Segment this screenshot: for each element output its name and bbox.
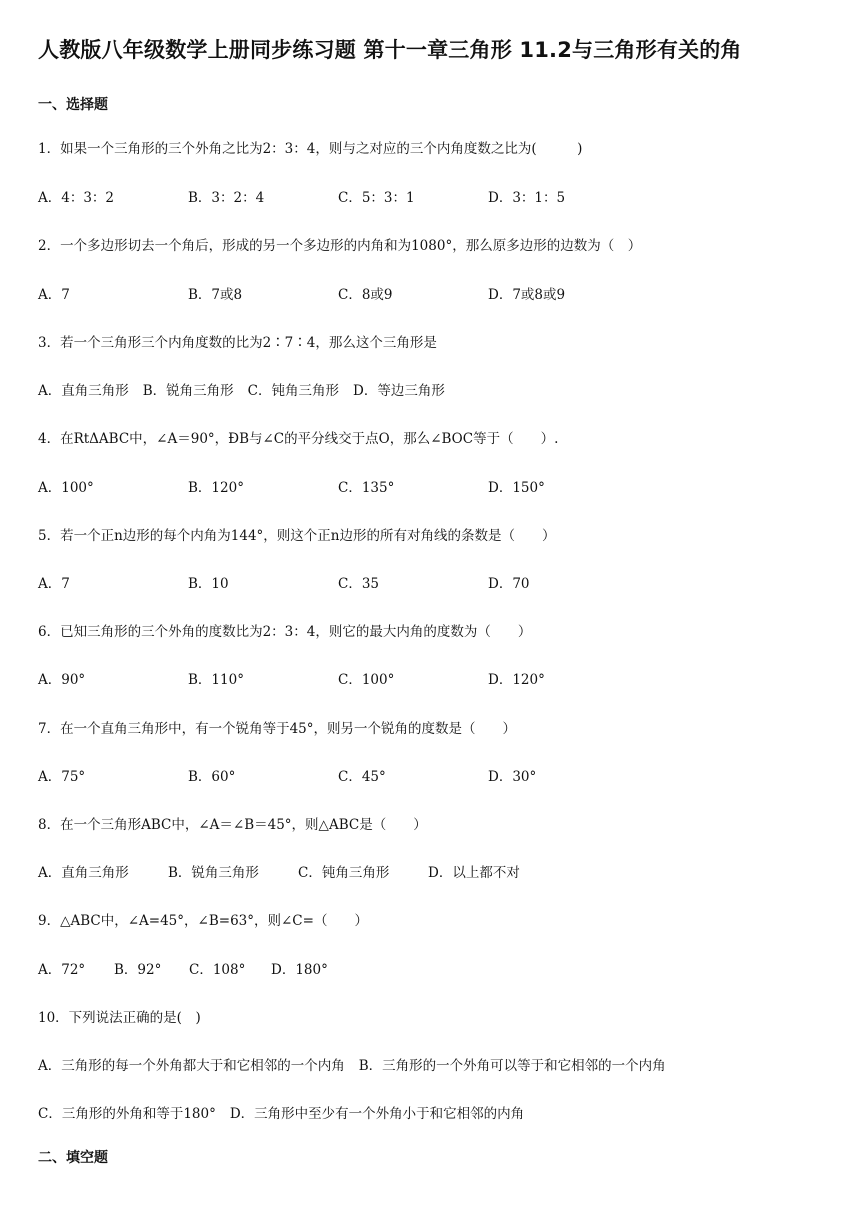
option-b: B．3：2：4 bbox=[188, 190, 265, 206]
option-a: A．直角三角形 bbox=[38, 865, 129, 881]
option-c: C．5：3：1 bbox=[338, 190, 415, 206]
question-1-options bbox=[38, 186, 838, 206]
question-10-options-row-2 bbox=[38, 1102, 838, 1122]
option-a: A．4：3：2 bbox=[38, 190, 115, 206]
option-a: A．75° bbox=[38, 769, 86, 785]
question-8-stem: 8．在一个三角形ABC中，∠A＝∠B＝45°，则△ABC是（ ） bbox=[38, 817, 427, 833]
option-b: B．120° bbox=[188, 480, 244, 496]
question-4-options bbox=[38, 476, 838, 496]
option-d: D．150° bbox=[488, 480, 545, 496]
option-a: A．100° bbox=[38, 480, 94, 496]
question-5-stem: 5．若一个正n边形的每个内角为144°，则这个正n边形的所有对角线的条数是（ ） bbox=[38, 528, 556, 544]
question-8-options bbox=[38, 861, 838, 881]
option-a: A．7 bbox=[38, 576, 70, 592]
option-b: B．三角形的一个外角可以等于和它相邻的一个内角 bbox=[358, 1058, 666, 1074]
option-a: A．72° bbox=[38, 962, 86, 978]
option-b: B．60° bbox=[188, 769, 236, 785]
option-d: D．120° bbox=[488, 672, 545, 688]
option-a: A．7 bbox=[38, 287, 70, 303]
option-d: D．30° bbox=[488, 769, 537, 785]
option-c: C．45° bbox=[338, 769, 386, 785]
option-c: C．钝角三角形 bbox=[247, 383, 340, 399]
option-d: D．以上都不对 bbox=[428, 865, 520, 881]
question-2-stem: 2．一个多边形切去一个角后，形成的另一个多边形的内角和为1080°，那么原多边形的边数为（ ） bbox=[38, 238, 642, 254]
option-a: A．三角形的每一个外角都大于和它相邻的一个内角 bbox=[38, 1058, 345, 1074]
question-6-stem: 6．已知三角形的三个外角的度数比为2：3：4，则它的最大内角的度数为（ ） bbox=[38, 624, 532, 640]
option-b: B．10 bbox=[188, 576, 229, 592]
section-heading-fill-in: 二、填空题 bbox=[38, 1150, 108, 1166]
option-c: C．100° bbox=[338, 672, 395, 688]
option-d: D．70 bbox=[488, 576, 530, 592]
question-5-options bbox=[38, 572, 838, 592]
option-d: D．等边三角形 bbox=[353, 383, 445, 399]
question-7-options bbox=[38, 765, 838, 785]
question-7-stem: 7．在一个直角三角形中，有一个锐角等于45°，则另一个锐角的度数是（ ） bbox=[38, 721, 517, 737]
question-1-stem: 1．如果一个三角形的三个外角之比为2：3：4，则与之对应的三个内角度数之比为( ) bbox=[38, 141, 583, 157]
option-b: B．7或8 bbox=[188, 287, 243, 303]
option-d: D．7或8或9 bbox=[488, 287, 566, 303]
question-9-options bbox=[38, 958, 838, 978]
question-3-options bbox=[38, 379, 838, 399]
question-2-options bbox=[38, 283, 838, 303]
page-title: 人教版八年级数学上册同步练习题 第十一章三角形 11.2与三角形有关的角 bbox=[38, 38, 742, 62]
question-3-stem: 3．若一个三角形三个内角度数的比为2∶7∶4，那么这个三角形是 bbox=[38, 335, 437, 351]
option-b: B．92° bbox=[114, 962, 162, 978]
question-10-stem: 10．下列说法正确的是( ) bbox=[38, 1010, 201, 1026]
question-6-options bbox=[38, 668, 838, 688]
option-c: C．35 bbox=[338, 576, 380, 592]
question-10-options-row-1 bbox=[38, 1054, 838, 1074]
option-a: A．90° bbox=[38, 672, 86, 688]
option-b: B．锐角三角形 bbox=[168, 865, 259, 881]
option-a: A．直角三角形 bbox=[38, 383, 129, 399]
option-d: D．三角形中至少有一个外角小于和它相邻的内角 bbox=[229, 1106, 525, 1122]
option-c: C．135° bbox=[338, 480, 395, 496]
option-c: C．108° bbox=[189, 962, 246, 978]
option-c: C．8或9 bbox=[338, 287, 393, 303]
section-heading-multiple-choice: 一、选择题 bbox=[38, 97, 108, 113]
option-d: D．180° bbox=[271, 962, 328, 978]
question-9-stem: 9．△ABC中，∠A=45°，∠B=63°，则∠C=（ ） bbox=[38, 913, 368, 929]
option-b: B．110° bbox=[188, 672, 244, 688]
question-4-stem: 4．在RtΔABC中，∠A＝90°，ÐB与∠C的平分线交于点O，那么∠BOC等于（ ）. bbox=[38, 431, 559, 447]
option-b: B．锐角三角形 bbox=[142, 383, 234, 399]
option-d: D．3：1：5 bbox=[488, 190, 566, 206]
option-c: C．钝角三角形 bbox=[298, 865, 390, 881]
option-c: C．三角形的外角和等于180° bbox=[38, 1106, 216, 1122]
